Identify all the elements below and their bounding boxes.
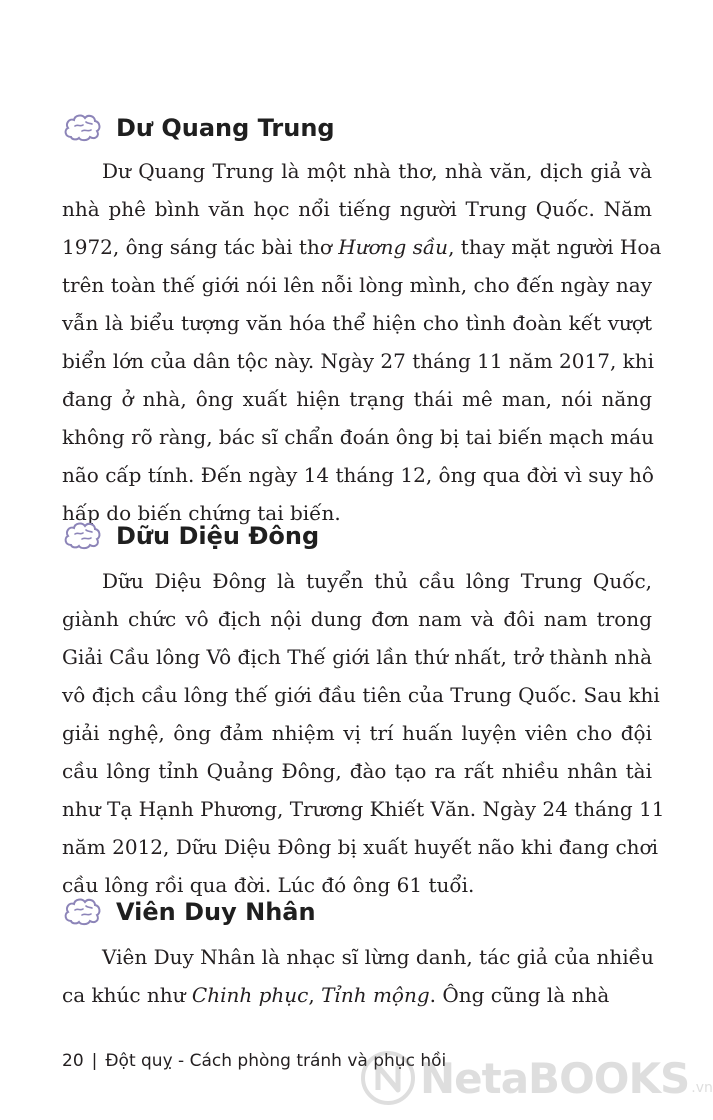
paragraph-line [62,828,658,866]
section-paragraph [62,562,665,904]
body-text: . Ông cũng là nhà [429,983,610,1007]
italic-title-text: Hương sầu [338,235,449,259]
watermark-text: NetaBOOKS [420,1053,690,1103]
paragraph-line [62,676,660,714]
book-title: Đột quỵ - Cách phòng tránh và phục hồi [105,1051,447,1071]
paragraph-line [62,638,652,676]
body-text: giải nghệ, ông đảm nhiệm vị trí huấn luyện viên cho đội [62,721,652,745]
body-text: , [308,983,322,1007]
body-text: Dữu Diệu Đông là tuyển thủ cầu lông Trung Quốc, [102,569,652,593]
body-text: cầu lông tỉnh Quảng Đông, đào tạo ra rất nhiều nhân tài [62,759,652,783]
body-text: năm 2012, Dữu Diệu Đông bị xuất huyết não khi đang chơi [62,835,658,859]
section-title: Dữu Diệu Đông [116,522,320,550]
body-text: Dư Quang Trung là một nhà thơ, nhà văn, dịch giả và [102,159,652,183]
body-text: không rõ ràng, bác sĩ chẩn đoán ông bị tai biến mạch máu [62,425,655,449]
brain-icon [62,520,102,552]
paragraph-line [62,380,652,418]
section-paragraph [62,152,662,532]
body-text: vô địch cầu lông thế giới đầu tiên của Trung Quốc. Sau khi [62,683,660,707]
section-title: Dư Quang Trung [116,114,335,142]
brain-icon [62,112,102,144]
paragraph-line [62,228,662,266]
paragraph-line [62,714,652,752]
body-text: cầu lông rồi qua đời. Lúc đó ông 61 tuổi. [62,873,475,897]
body-text: nhà phê bình văn học nổi tiếng người Trung Quốc. Năm [62,197,652,221]
paragraph-line [62,342,655,380]
section-title: Viên Duy Nhân [116,898,316,926]
paragraph-line [62,938,652,976]
page-number: 20 [62,1051,84,1071]
italic-title-text: Chinh phục [191,983,309,1007]
body-text: trên toàn thế giới nói lên nỗi lòng mình, cho đến ngày nay [62,273,652,297]
section-paragraph [62,938,652,1014]
body-text: vẫn là biểu tượng văn hóa thể hiện cho tình đoàn kết vượt [62,311,652,335]
paragraph-line [62,304,652,342]
section-heading [62,108,335,148]
netabooks-logo-icon [360,1050,416,1106]
body-text: Giải Cầu lông Vô địch Thế giới lần thứ nhất, trở thành nhà [62,645,652,669]
body-text: đang ở nhà, ông xuất hiện trạng thái mê man, nói năng [62,387,652,411]
paragraph-line [62,752,652,790]
body-text: não cấp tính. Đến ngày 14 tháng 12, ông qua đời vì suy hô [62,463,654,487]
body-text: giành chức vô địch nội dung đơn nam và đôi nam trong [62,607,652,631]
body-text: , thay mặt người Hoa [448,235,662,259]
brain-icon [62,896,102,928]
paragraph-line [62,418,655,456]
paragraph-line [62,152,652,190]
paragraph-line [62,456,652,494]
body-text: hấp do biến chứng tai biến. [62,501,341,525]
watermark-suffix: .vn [691,1080,713,1096]
paragraph-line [62,190,652,228]
body-text: 1972, ông sáng tác bài thơ [62,235,339,259]
paragraph-line [62,600,652,638]
section-heading [62,516,319,556]
paragraph-line [62,790,665,828]
footer-separator: | [91,1051,98,1071]
paragraph-line [62,976,652,1014]
body-text: Viên Duy Nhân là nhạc sĩ lừng danh, tác giả của nhiều [102,945,654,969]
paragraph-line [62,266,652,304]
publisher-watermark [360,1050,713,1106]
paragraph-line [62,562,652,600]
body-text: như Tạ Hạnh Phương, Trương Khiết Văn. Ngày 24 tháng 11 [62,797,665,821]
section-heading [62,892,316,932]
italic-title-text: Tỉnh mộng [321,983,430,1007]
body-text: ca khúc như [62,983,192,1007]
body-text: biển lớn của dân tộc này. Ngày 27 tháng 11 năm 2017, khi [62,349,655,373]
